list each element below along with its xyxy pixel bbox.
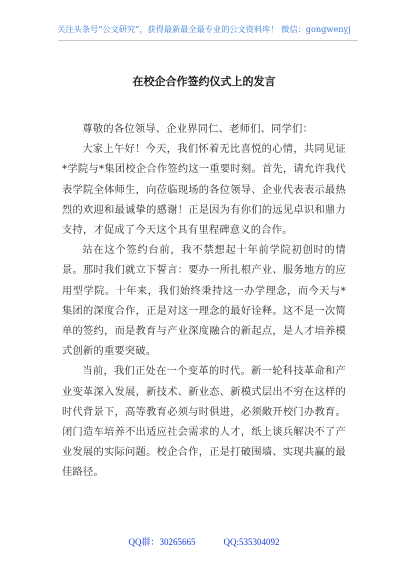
- paragraph: 当前，我们正处在一个变革的时代。新一轮科技革命和产业变革深入发展，新技术、新业态、新模式层出不穷在这样的时代背景下，高等教育必须与时俱进，必须敞开校门办教育。闭门造车培养不出适应社会需求的人才，纸上谈兵解决不了产业发展的实际问题。校企合作，正是打破围墙、实现共赢的最佳路径。: [62, 366, 346, 479]
- qq-text: QQ:535304092: [223, 537, 280, 547]
- salutation: 尊敬的各位领导、企业界同仁、老师们、同学们：: [82, 124, 314, 135]
- paragraph: 大家上午好！今天，我们怀着无比喜悦的心情，共同见证*学院与*集团校企合作签约这一重要时刻。首先，请允许我代表学院全体师生，向莅临现场的各位领导、企业代表表示最热烈的欢迎和最诚挚的感谢！正是因为有你们的远见卓识和鼎力支持，才促成了今天这个具有里程碑意义的合作。: [62, 144, 346, 237]
- document-body: [62, 120, 346, 484]
- header-divider: [58, 40, 358, 41]
- paragraph: 站在这个签约台前，我不禁想起十年前学院初创时的情景。那时我们就立下誓言：要办一所扎根产业、服务地方的应用型学院。十年来，我们始终秉持这一办学理念，而今天与*集团的深度合作，正是对这一理念的最好诠释。这不是一次简单的签约，而是教育与产业深度融合的新起点，是人才培养模式创新的重要突破。: [62, 245, 346, 358]
- document-title: 在校企合作签约仪式上的发言: [132, 75, 276, 88]
- qq-group-text: QQ群：30265665: [128, 537, 196, 547]
- header-notice: 关注头条号“公文研究”，获得最新最全最专业的公文资料库！ 微信：gongwenyj: [57, 24, 351, 34]
- footer-contact: [0, 535, 408, 548]
